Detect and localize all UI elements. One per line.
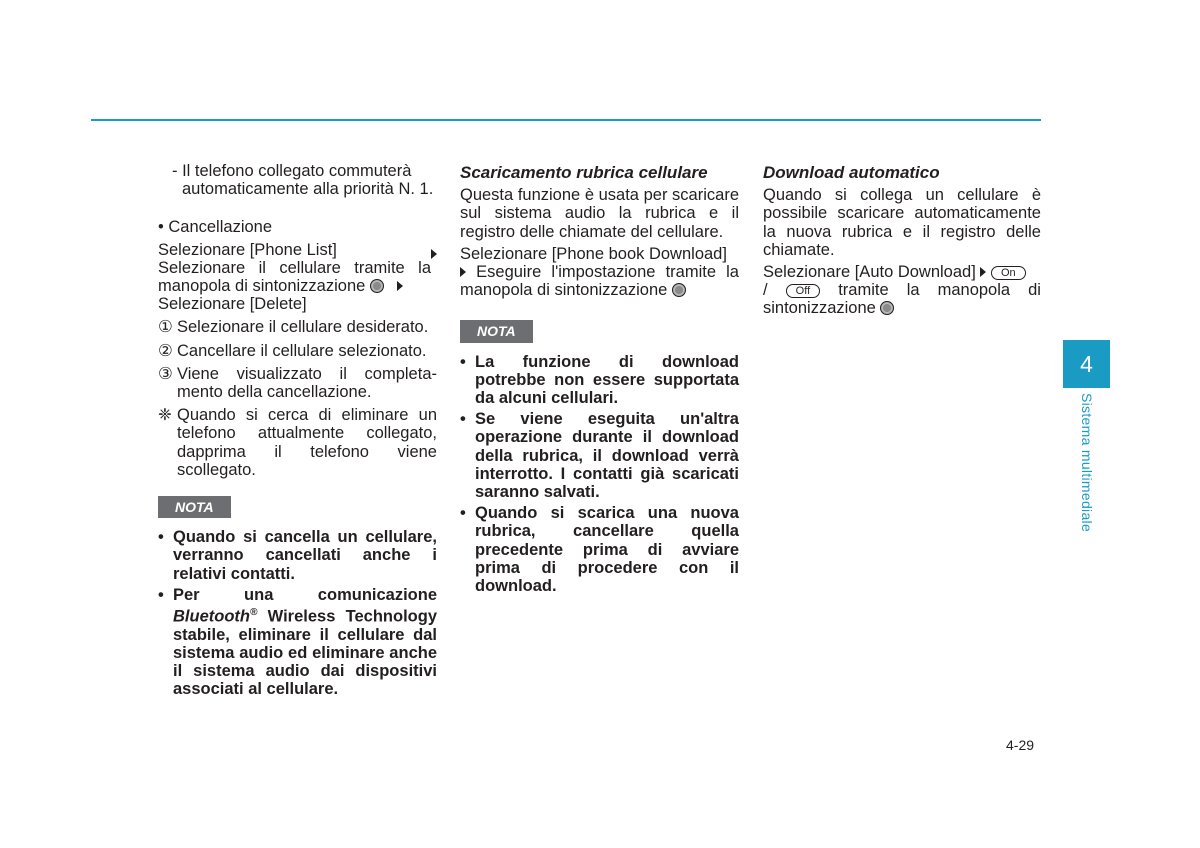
slash-separator: / — [763, 281, 768, 300]
nota-item — [460, 504, 739, 595]
nota-text: La funzione di download potrebbe non essere supportata da alcuni cellulari. — [475, 352, 739, 408]
tuning-knob-icon — [880, 301, 894, 315]
instruction-part-3: Selezionare [Delete] — [158, 295, 307, 314]
nota-item — [158, 586, 437, 699]
arrow-icon — [460, 263, 466, 281]
intro-paragraph: Questa funzione è usata per scaricare sul sistema audio la rubrica e il registro delle chiamate del cellulare. — [460, 186, 739, 241]
instruction-part-1: Selezionare [Auto Download] — [763, 263, 976, 282]
nota-item2-rest: Wireless Technology stabile, eliminare il cellulare dal sistema audio ed eliminare anche il sistema audio dai dispositivi associati al cellulare. — [173, 607, 437, 699]
step-text: Viene visualizzato il completa-mento della cancellazione. — [177, 364, 437, 402]
nota-label: NOTA — [460, 320, 533, 342]
chapter-tab: 4 — [1063, 340, 1110, 388]
step-item — [158, 365, 437, 401]
nota-item2-prefix: Per una comunicazione — [173, 585, 437, 604]
bullet-dot: • — [158, 528, 164, 547]
instruction-part-2: tramite la manopola di sintonizzazione — [763, 281, 1041, 318]
section-heading: Scaricamento rubrica cellulare — [460, 163, 708, 182]
arrow-icon — [397, 277, 403, 295]
nota-text: Se viene eseguita un'altra operazione durante il download della rubrica, il download verrà interrotto. I contatti già scaricati saranno salvati. — [475, 410, 739, 502]
off-button-icon: Off — [786, 284, 820, 298]
instruction-part-1: Selezionare [Phone List] — [158, 240, 337, 259]
step-marker: ① — [158, 318, 173, 337]
nota-item — [158, 528, 437, 583]
instruction-part-1: Selezionare [Phone book Download] — [460, 244, 727, 263]
nota-label: NOTA — [158, 496, 231, 518]
bullet-dot: • — [460, 504, 466, 523]
column-1 — [158, 162, 437, 702]
bullet-heading: • Cancellazione — [158, 218, 273, 237]
step-item — [158, 342, 437, 360]
registered-mark: ® — [249, 607, 258, 619]
sub-item: - Il telefono collegato commuterà automaticamente alla priorità N. 1. — [172, 162, 434, 199]
column-2 — [460, 162, 739, 598]
nota-list — [460, 353, 739, 596]
step-text: Selezionare il cellulare desiderato. — [177, 318, 429, 337]
instruction-paragraph — [158, 241, 437, 314]
bullet-dot: • — [158, 585, 164, 604]
intro-paragraph: Quando si collega un cellulare è possibile scaricare automaticamente la nuova rubrica e il registro delle chiamate. — [763, 186, 1041, 259]
tuning-knob-icon — [672, 283, 686, 297]
note-item — [158, 406, 437, 479]
section-heading: Download automatico — [763, 163, 940, 182]
instruction-part-2: Selezionare il cellulare tramite la manopola di sintonizzazione — [158, 258, 431, 296]
bluetooth-brand: Bluetooth — [173, 607, 250, 626]
column-3 — [763, 162, 1041, 318]
page-number: 4-29 — [1006, 737, 1035, 753]
note-text: Quando si cerca di eliminare un telefono attualmente collegato, dapprima il telefono viene scollegato. — [177, 406, 437, 479]
header-rule — [91, 119, 1041, 121]
step-marker: ③ — [158, 364, 173, 383]
nota-item — [460, 353, 739, 408]
instruction-paragraph — [763, 263, 1041, 318]
nota-text: Quando si cancella un cellulare, verranno cancellati anche i relativi contatti. — [173, 528, 437, 583]
note-marker: ❈ — [158, 406, 172, 425]
nota-list — [158, 528, 437, 698]
instruction-paragraph — [460, 245, 739, 300]
instruction-part-2: Eseguire l'impostazione tramite la manopola di sintonizzazione — [460, 263, 739, 300]
bullet-dot: • — [460, 410, 466, 429]
step-item — [158, 318, 437, 336]
nota-item — [460, 410, 739, 501]
arrow-icon — [980, 263, 986, 281]
step-text: Cancellare il cellulare selezionato. — [177, 341, 427, 360]
nota-text: Quando si scarica una nuova rubrica, cancellare quella precedente prima di avviare prima di procedere con il download. — [475, 504, 739, 596]
arrow-icon — [431, 245, 437, 263]
nota-text-2 — [173, 586, 437, 699]
on-button-icon: On — [991, 266, 1026, 280]
tuning-knob-icon — [370, 279, 384, 293]
chapter-title: Sistema multimediale — [1079, 393, 1095, 533]
bullet-dot: • — [460, 352, 466, 371]
step-marker: ② — [158, 341, 173, 360]
